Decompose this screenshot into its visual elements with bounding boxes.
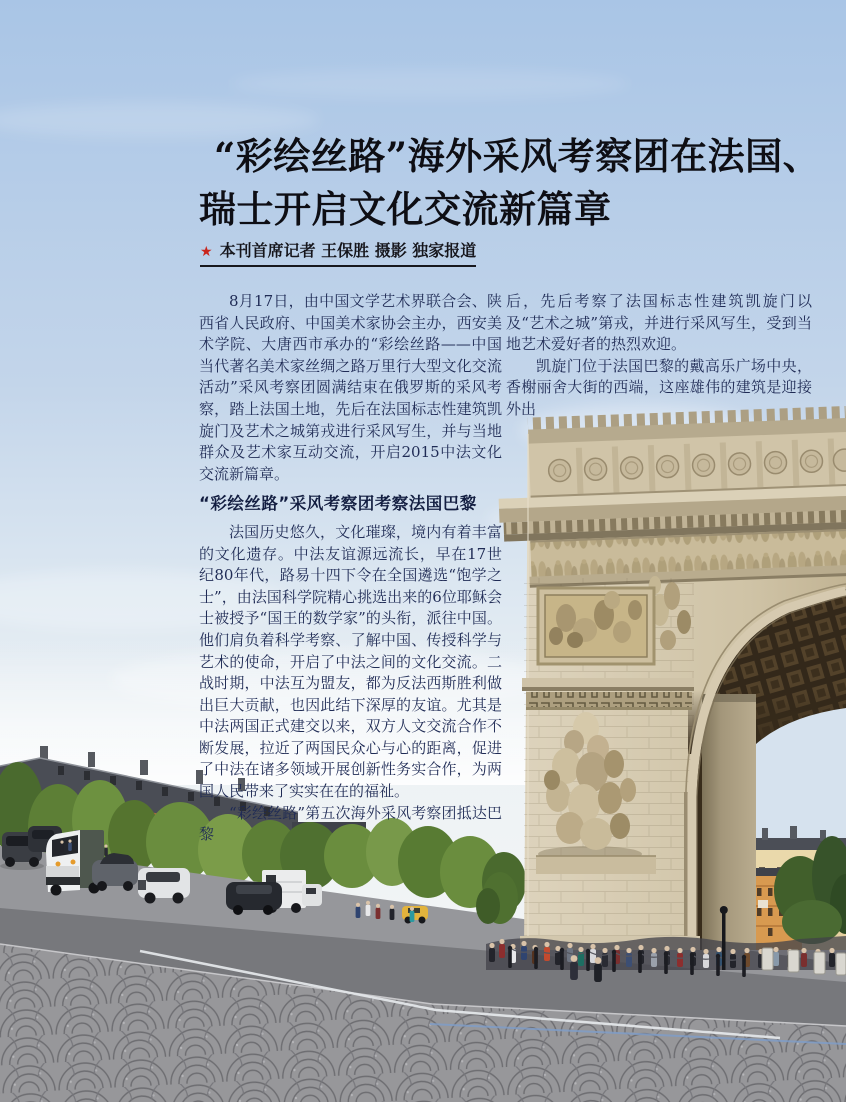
paragraph-continuation: 后，先后考察了法国标志性建筑凯旋门以及“艺术之城”第戎，并进行采风写生，受到当地艺术爱好者的热烈欢迎。: [506, 292, 812, 354]
arc-de-triomphe: [496, 406, 846, 950]
star-icon: ★: [200, 244, 213, 260]
paragraph-4: 凯旋门位于法国巴黎的戴高乐广场中央，香榭丽舍大街的西端，这座雄伟的建筑是迎接外出: [506, 356, 812, 418]
paragraph-2: 法国历史悠久，文化璀璨，境内有着丰富的文化遗存。中法友谊源远流长，早在17世纪80年代，路易十四下令在全国遴选“饱学之士”，由法国科学院精心挑选出来的6位耶稣会士被授予“国王的数学家”的头衔，派往中国。他们肩负着科学考察、了解中国、传授科学与艺术的使命，开启了中法之间的文化交流。二战时期，中法互为盟友，都为反法西斯胜利做出巨大贡献，也因此结下深厚的友谊。尤其是中法两国正式建交以来，双方人文交流合作不断发展，拉近了两国民众心与心的距离，促进了中法在诸多领域开展创新性务实合作，为两国人民带来了实实在在的福祉。: [199, 522, 502, 801]
greek-key-band: [522, 678, 694, 710]
far-pier: [702, 694, 756, 950]
entablature: [496, 406, 846, 589]
article-title: [199, 130, 820, 236]
white-minivan: [302, 884, 322, 906]
left-column: [199, 291, 502, 846]
section-subheading: “彩绘丝路”采风考察团考察法国巴黎: [199, 494, 477, 514]
title-line-1: “彩绘丝路”海外采风考察团在法国、: [214, 134, 821, 178]
paragraph-1: 8月17日，由中国文学艺术界联合会、陕西省人民政府、中国美术家协会主办，西安美术学院、大唐西市承办的“彩绘丝路——中国当代著名美术家丝绸之路万里行大型文化交流活动”采风考察团圆满结束在俄罗斯的采风考察，踏上法国土地，先后在法国标志性建筑凯旋门及艺术之城第戎进行采风写生，并与当地群众及艺术家互动交流，开启2015中法文化交流新篇章。: [199, 292, 502, 483]
title-line-2: 瑞士开启文化交流新篇章: [199, 187, 612, 231]
right-column: [506, 291, 812, 421]
paragraph-3: “彩绘丝路”第五次海外采风考察团抵达巴黎: [199, 803, 502, 844]
relief-panel: [538, 588, 654, 664]
byline-text: 本刊首席记者 王保胜 摄影 独家报道: [219, 241, 477, 260]
byline: [200, 238, 476, 267]
